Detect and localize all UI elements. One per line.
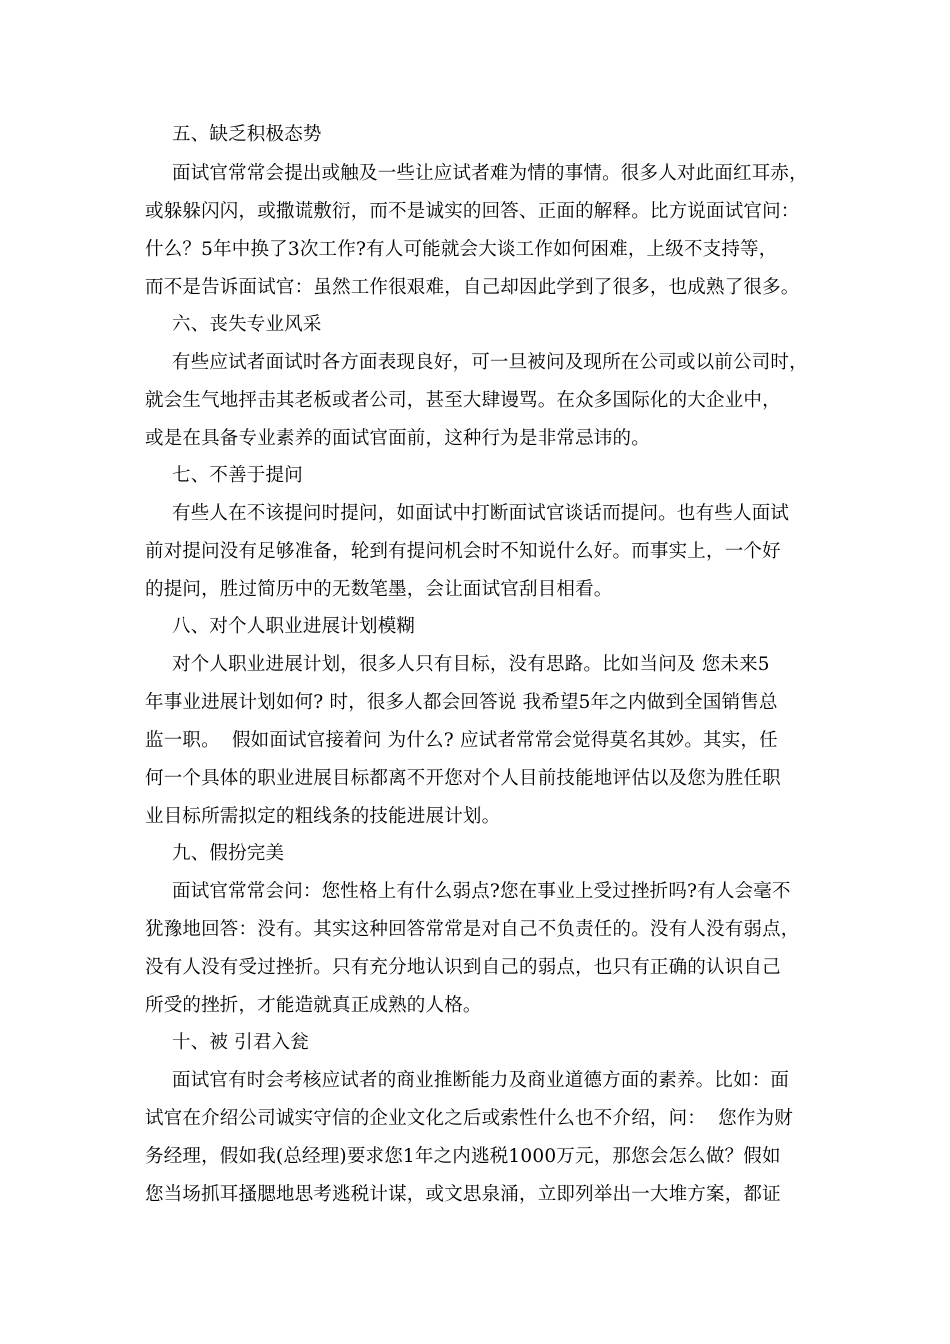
paragraph-line: 就会生气地抨击其老板或者公司，甚至大肆谩骂。在众多国际化的大企业中， bbox=[145, 390, 781, 411]
paragraph-line: 犹豫地回答：没有。其实这种回答常常是对自己不负责任的。没有人没有弱点， bbox=[145, 919, 800, 940]
paragraph-line: 的提问，胜过简历中的无数笔墨，会让面试官刮目相看。 bbox=[145, 579, 613, 600]
paragraph-line: 或躲躲闪闪，或撒谎敷衍，而不是诚实的回答、正面的解释。比方说面试官问： bbox=[145, 201, 800, 222]
paragraph-line: 没有人没有受过挫折。只有充分地认识到自己的弱点，也只有正确的认识自己 bbox=[145, 957, 781, 978]
paragraph-line: 面试官常常会提出或触及一些让应试者难为情的事情。很多人对此面红耳赤， bbox=[172, 163, 808, 184]
heading-section-6: 六、丧失专业风采 bbox=[172, 314, 322, 335]
paragraph-line: 有些人在不该提问时提问，如面试中打断面试官谈话而提问。也有些人面试 bbox=[172, 503, 790, 524]
paragraph-line: 前对提问没有足够准备，轮到有提问机会时不知说什么好。而事实上，一个好 bbox=[145, 541, 781, 562]
paragraph-line: 年事业进展计划如何? 时，很多人都会回答说 我希望5年之内做到全国销售总 bbox=[145, 692, 778, 713]
heading-section-10: 十、被 引君入瓮 bbox=[172, 1032, 309, 1053]
paragraph-line: 而不是告诉面试官：虽然工作很艰难，自己却因此学到了很多，也成熟了很多。 bbox=[145, 277, 800, 298]
paragraph-line: 有些应试者面试时各方面表现良好，可一旦被问及现所在公司或以前公司时， bbox=[172, 352, 808, 373]
heading-section-5: 五、缺乏积极态势 bbox=[172, 124, 322, 145]
heading-section-8: 八、对个人职业进展计划模糊 bbox=[172, 616, 416, 637]
paragraph-line: 您当场抓耳搔腮地思考逃税计谋，或文思泉涌，立即列举出一大堆方案，都证 bbox=[145, 1184, 781, 1205]
paragraph-line: 业目标所需拟定的粗线条的技能进展计划。 bbox=[145, 806, 501, 827]
paragraph-line: 务经理，假如我(总经理)要求您1年之内逃税1000万元，那您会怎么做？假如 bbox=[145, 1146, 781, 1167]
paragraph-line: 或是在具备专业素养的面试官面前，这种行为是非常忌讳的。 bbox=[145, 428, 650, 449]
paragraph-line: 什么？5年中换了3次工作?有人可能就会大谈工作如何困难，上级不支持等， bbox=[145, 239, 778, 260]
paragraph-line: 监一职。 假如面试官接着问 为什么? 应试者常常会觉得莫名其妙。其实，任 bbox=[145, 730, 778, 751]
paragraph-line: 面试官有时会考核应试者的商业推断能力及商业道德方面的素养。比如：面 bbox=[172, 1070, 790, 1091]
paragraph-line: 试官在介绍公司诚实守信的企业文化之后或索性什么也不介绍，问： 您作为财 bbox=[145, 1108, 793, 1129]
heading-section-9: 九、假扮完美 bbox=[172, 843, 285, 864]
paragraph-line: 面试官常常会问：您性格上有什么弱点?您在事业上受过挫折吗?有人会毫不 bbox=[172, 881, 791, 902]
paragraph-line: 对个人职业进展计划，很多人只有目标，没有思路。比如当问及 您未来5 bbox=[172, 654, 770, 675]
paragraph-line: 所受的挫折，才能造就真正成熟的人格。 bbox=[145, 995, 482, 1016]
paragraph-line: 何一个具体的职业进展目标都离不开您对个人目前技能地评估以及您为胜任职 bbox=[145, 768, 781, 789]
heading-section-7: 七、不善于提问 bbox=[172, 465, 303, 486]
